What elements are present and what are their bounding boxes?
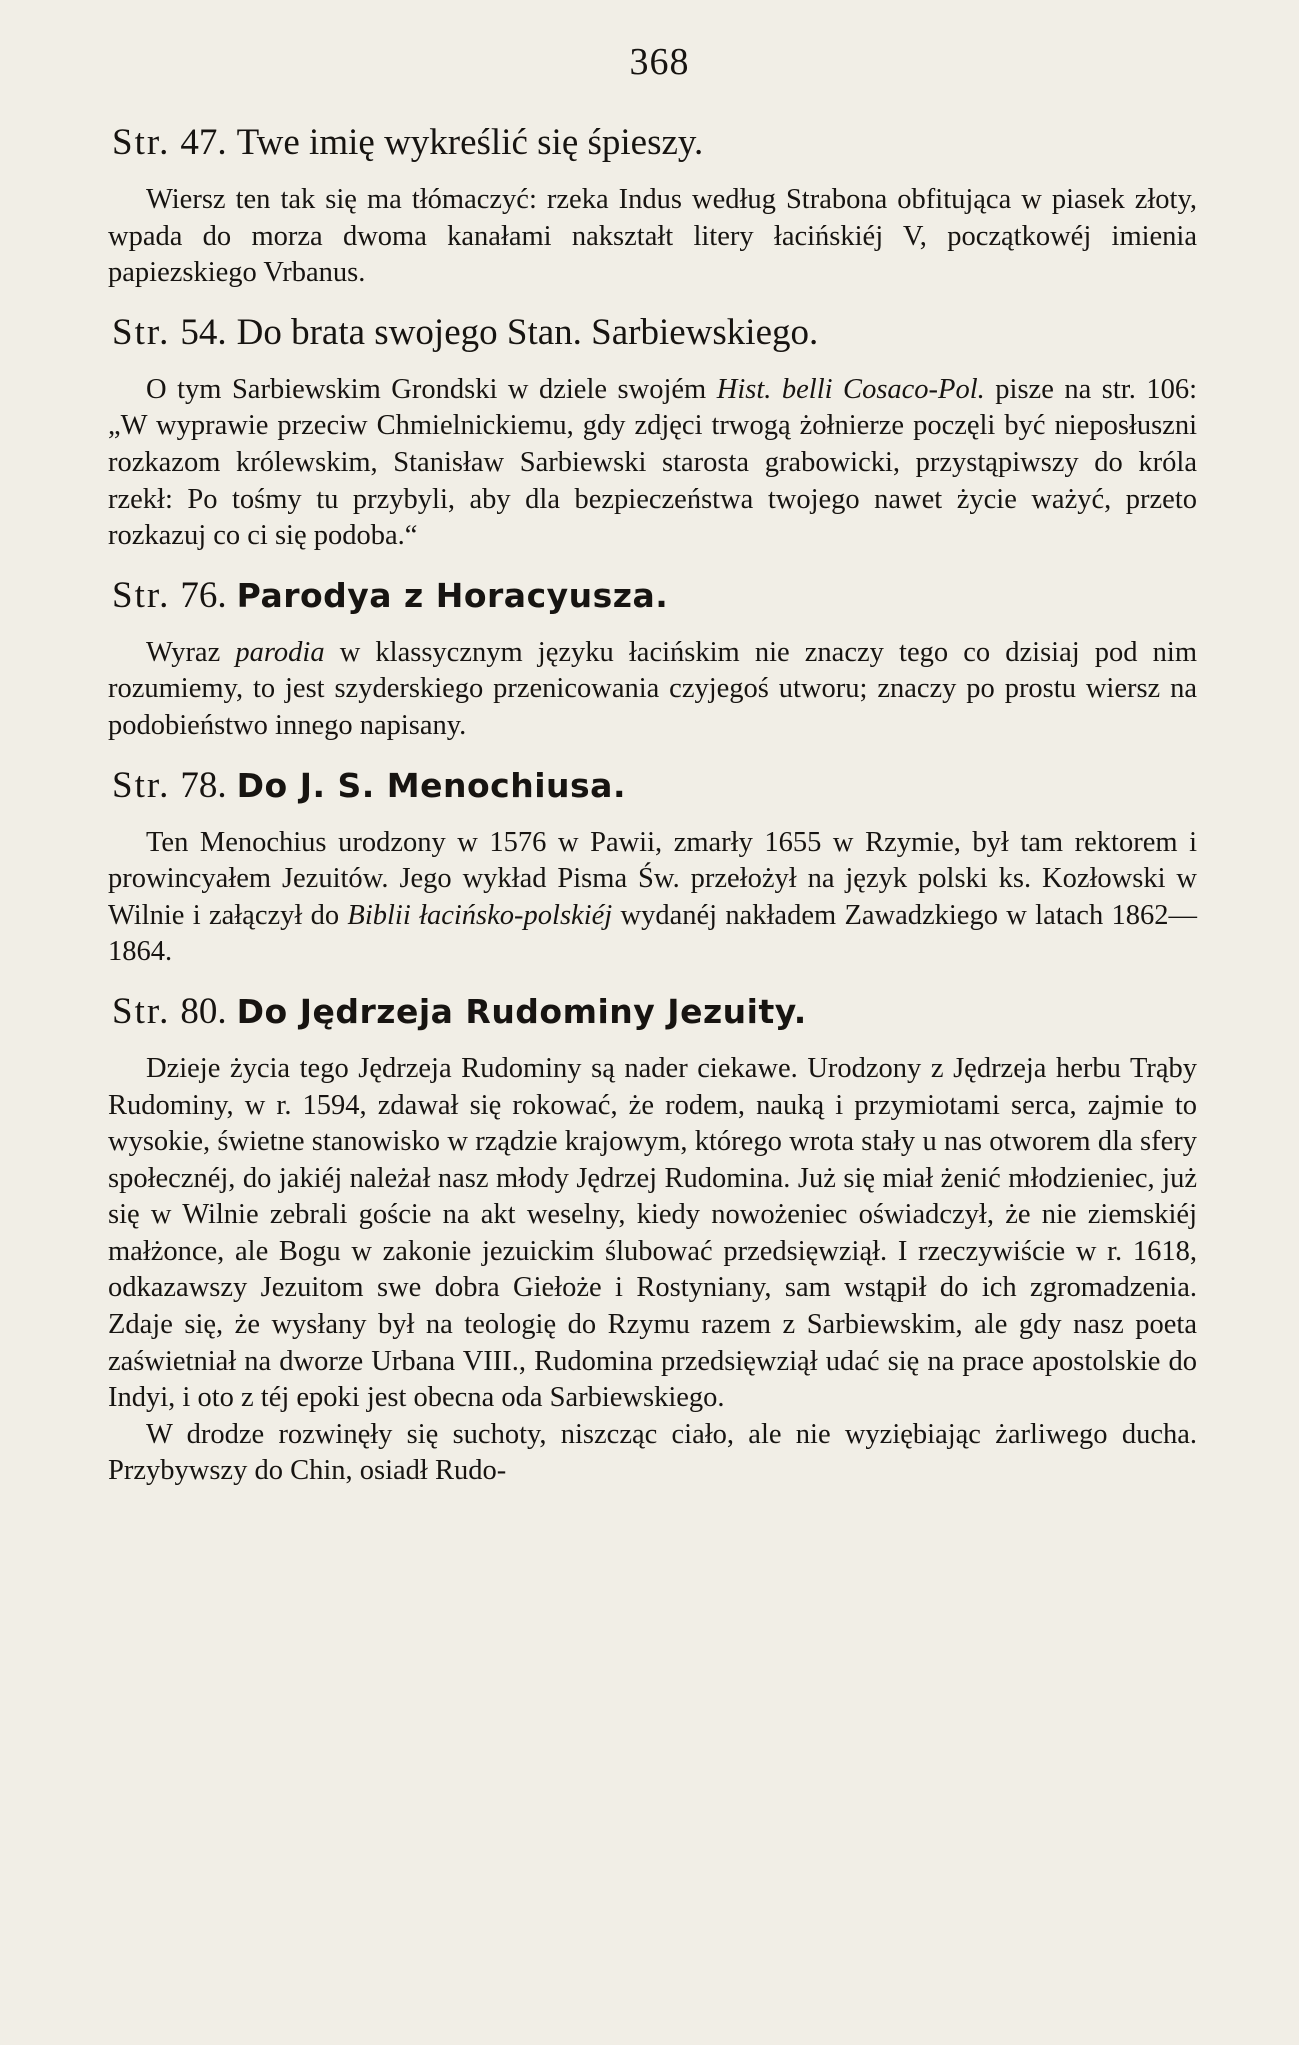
paragraph-italic-text: parodia <box>235 636 325 668</box>
paragraph-text: wydanéj nakładem Zawadzkiego w latach 1862—1864. <box>108 899 1198 968</box>
entry-heading <box>112 120 1201 166</box>
note-entry <box>108 989 1201 1490</box>
entry-page-ref: 47. <box>180 122 227 163</box>
entry-paragraph <box>108 825 1197 971</box>
entry-heading <box>112 310 1201 356</box>
paragraph-text: w klassycznym języku łacińskim nie znaczy tego co dzisiaj pod nim rozumiemy, to jest szyderskiego przenicowania czyjegoś utworu; znaczy po prostu wiersz na podobieństwo innego napisany. <box>108 636 1198 741</box>
entry-page-ref: 78. <box>180 764 227 806</box>
entry-paragraph: Wiersz ten tak się ma tłómaczyć: rzeka Indus według Strabona obfitująca w piasek złoty, wpada do morza dwoma kanałami nakształt litery łacińskiéj V, początkowéj imienia papiezskiego Vrbanus. <box>108 184 1197 289</box>
paragraph-italic-text: Hist. belli Cosaco-Pol. <box>716 373 985 405</box>
paragraph-italic-text: Biblii łacińsko-polskiéj <box>347 899 613 931</box>
page-number: 368 <box>629 41 690 83</box>
paragraph-text: pisze na str. 106: „W wyprawie przeciw Chmielnickiemu, gdy zdjęci trwogą żołnierze poczęli być nieposłuszni rozkazom królewskim, Stanisław Sarbiewski starosta grabowicki, przystąpiwszy do króla rzekł: Po tośmy tu przybyli, aby dla bezpieczeństwa twojego nawet życie ważyć, przeto rozkazuj co ci się podoba.“ <box>108 373 1198 552</box>
entry-label: Str. <box>112 990 171 1032</box>
entry-page-ref: 54. <box>180 311 227 353</box>
entry-page-ref: 76. <box>180 574 227 616</box>
entry-paragraph: Dzieje życia tego Jędrzeja Rudominy są nader ciekawe. Urodzony z Jędrzeja herbu Trąby Rudominy, w r. 1594, zdawał się rokować, że rodem, nauką i przymiotami serca, zajmie to wysokie, świetne stanowisko w rządzie krajowym, którego wrota stały u nas otworem dla sfery społecznéj, do jakiéj należał nasz młody Jędrzej Rudomina. Już się miał żenić młodzieniec, już się w Wilnie zebrali goście na akt weselny, kiedy nowożeniec oświadczył, że nie ziemskiéj małżonce, ale Bogu w zakonie jezuickim ślubować przedsięwziął. I rzeczywiście w r. 1618, odkazawszy Jezuitom swe dobra Giełoże i Rostyniany, sam wstąpił do ich zgromadzenia. Zdaje się, że wysłany był na teologię do Rzymu razem z Sarbiewskim, ale gdy nasz poeta zaświetniał na dworze Urbana VIII., Rudomina przedsięwziął udać się na prace apostolskie do Indyi, i oto z téj epoki jest obecna oda Sarbiewskiego. <box>108 1052 1197 1414</box>
entry-label: Str. <box>112 764 171 806</box>
paragraph-text: Wyraz <box>146 636 221 668</box>
entry-title: Do J. S. Menochiusa. <box>236 765 626 805</box>
entry-label: Str. <box>112 574 171 616</box>
entry-label: Str. <box>112 311 171 353</box>
entry-heading <box>112 989 1201 1035</box>
entry-heading <box>112 573 1201 619</box>
note-entry <box>108 310 1201 555</box>
entry-title: Do Jędrzeja Rudominy Jezuity. <box>236 991 807 1031</box>
note-entry <box>108 120 1201 292</box>
entry-label: Str. <box>112 122 171 163</box>
entry-paragraph <box>108 372 1197 555</box>
entry-title: Do brata swojego Stan. Sarbiewskiego. <box>236 311 819 353</box>
entry-paragraph <box>108 635 1197 745</box>
paragraph-text: Ten Menochius urodzony w 1576 w Pawii, zmarły 1655 w Rzymie, był tam rektorem i prowincyałem Jezuitów. Jego wykład Pisma Św. przełożył na język polski ks. Kozłowski w Wilnie i załączył do <box>108 826 1197 931</box>
note-entry <box>108 763 1201 971</box>
entry-paragraph: W drodze rozwinęły się suchoty, niszcząc ciało, ale nie wyziębiając żarliwego ducha. Przybywszy do Chin, osiadł Rudo- <box>108 1418 1197 1487</box>
note-entry <box>108 573 1201 745</box>
entry-page-ref: 80. <box>180 990 227 1032</box>
entry-title: Parodya z Horacyusza. <box>236 575 669 615</box>
entry-title: Twe imię wykreślić się śpieszy. <box>236 122 704 163</box>
entry-heading <box>112 763 1201 809</box>
paragraph-text: O tym Sarbiewskim Grondski w dziele swojém <box>146 373 707 405</box>
